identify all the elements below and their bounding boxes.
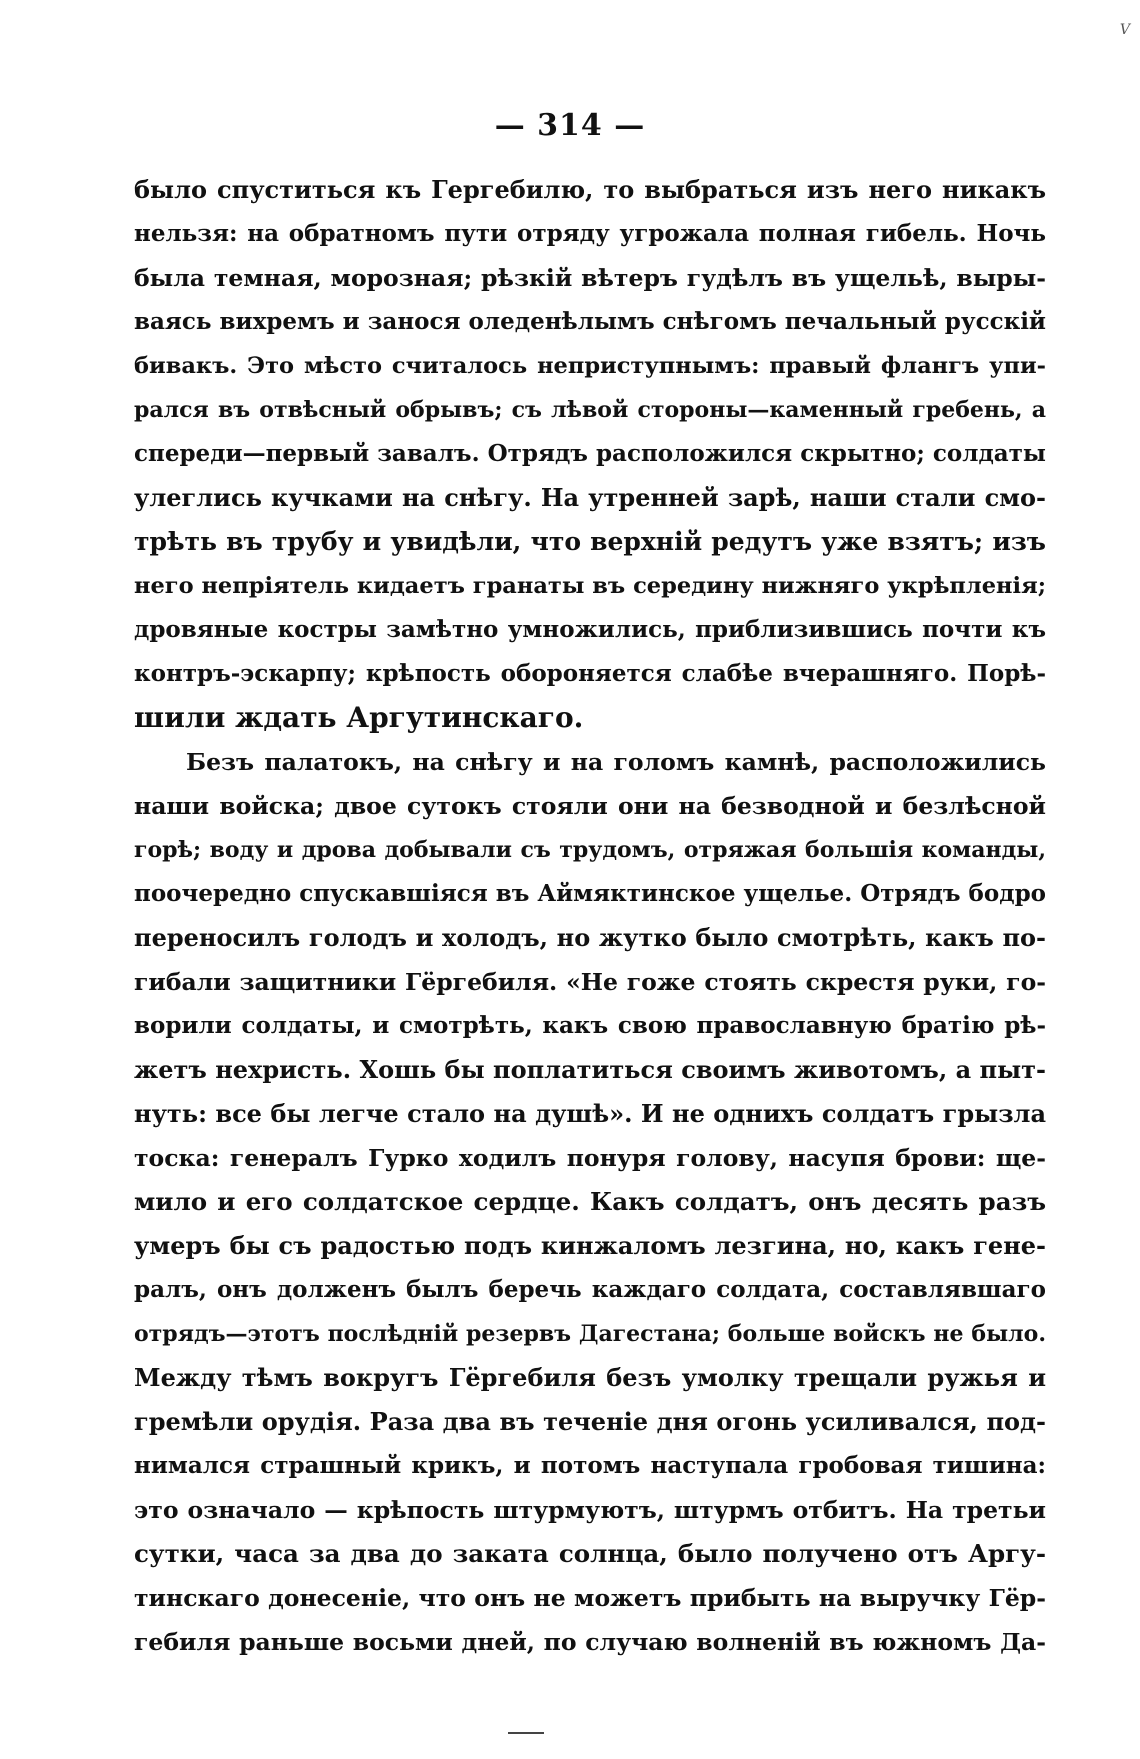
text-line: бивакъ. Это мѣсто считалось неприступнымъ: правый флангъ упи- [134,353,1046,379]
text-line: Между тѣмъ вокругъ Гёргебиля безъ умолку трещали ружья и [134,1363,1046,1392]
text-line: это означало — крѣпость штурмуютъ, штурмъ отбитъ. На третьи [134,1496,1046,1524]
text-line: умеръ бы съ радостью подъ кинжаломъ лезгина, но, какъ гене- [134,1231,1046,1260]
paragraph-1 [134,168,1046,740]
text-line: него непріятель кидаетъ гранаты въ середину нижняго укрѣпленія; [134,573,1046,599]
text-line: жетъ нехристь. Хошь бы поплатиться своимъ животомъ, а пыт- [134,1055,1046,1084]
text-line: ваясь вихремъ и занося оледенѣлымъ снѣгомъ печальный русскій [134,308,1046,335]
text-line: тинскаго донесеніе, что онъ не можетъ прибыть на выручку Гёр- [134,1584,1046,1612]
text-line: наши войска; двое сутокъ стояли они на безводной и безлѣсной [134,792,1046,820]
text-line: спереди—первый завалъ. Отрядъ расположился скрытно; солдаты [134,440,1046,467]
text-line: сутки, часа за два до заката солнца, было получено отъ Аргу- [134,1539,1046,1568]
text-line: улеглись кучками на снѣгу. На утренней зарѣ, наши стали смо- [134,483,1046,512]
text-line: переносилъ голодъ и холодъ, но жутко было смотрѣть, какъ по- [134,923,1046,952]
page-number: — 314 — [494,108,646,143]
text-line: гибали защитники Гёргебиля. «Не гоже стоять скрестя руки, го- [134,968,1046,996]
text-line: дровяные костры замѣтно умножились, приблизившись почти къ [134,616,1046,643]
text-line: мило и его солдатское сердце. Какъ солдатъ, онъ десять разъ [134,1187,1046,1216]
text-line: Безъ палатокъ, на снѣгу и на голомъ камнѣ, расположились [186,748,1046,776]
corner-mark: V [1119,22,1130,38]
text-line: нуть: все бы легче стало на душѣ». И не однихъ солдатъ грызла [134,1099,1046,1128]
text-line: ворили солдаты, и смотрѣть, какъ свою православную братію рѣ- [134,1012,1046,1039]
text-line: шили ждать Аргутинскаго. [134,701,584,734]
text-line: нимался страшный крикъ, и потомъ наступала гробовая тишина: [134,1452,1046,1479]
text-line: было спуститься къ Гергебилю, то выбраться изъ него никакъ [134,175,1046,204]
text-line: нельзя: на обратномъ пути отряду угрожала полная гибель. Ночь [134,220,1046,247]
text-line: контръ-эскарпу; крѣпость обороняется слабѣе вчерашняго. Порѣ- [134,660,1046,687]
text-line: была темная, морозная; рѣзкій вѣтеръ гудѣлъ въ ущельѣ, выры- [134,264,1046,292]
text-line: ралъ, онъ долженъ былъ беречь каждаго солдата, составлявшаго [134,1276,1046,1303]
text-line: тоска: генералъ Гурко ходилъ понуря голову, насупя брови: ще- [134,1144,1046,1172]
text-line: гремѣли орудія. Раза два въ теченіе дня огонь усиливался, под- [134,1407,1046,1436]
text-line: трѣть въ трубу и увидѣли, что верхній редутъ уже взятъ; изъ [134,527,1046,556]
text-line: поочередно спускавшіяся въ Аймяктинское ущелье. Отрядъ бодро [134,880,1046,907]
body-text [134,168,1046,1664]
text-line: отрядъ—этотъ послѣдній резервъ Дагестана; больше войскъ не было. [134,1321,1046,1347]
text-line: горѣ; воду и дрова добывали съ трудомъ, отряжая большія команды, [134,837,1046,863]
paragraph-2 [134,740,1046,1664]
bottom-rule [508,1732,544,1734]
text-line: гебиля раньше восьми дней, по случаю волненій въ южномъ Да- [134,1628,1046,1656]
text-line: рался въ отвѣсный обрывъ; съ лѣвой стороны—каменный гребень, а [134,397,1046,423]
